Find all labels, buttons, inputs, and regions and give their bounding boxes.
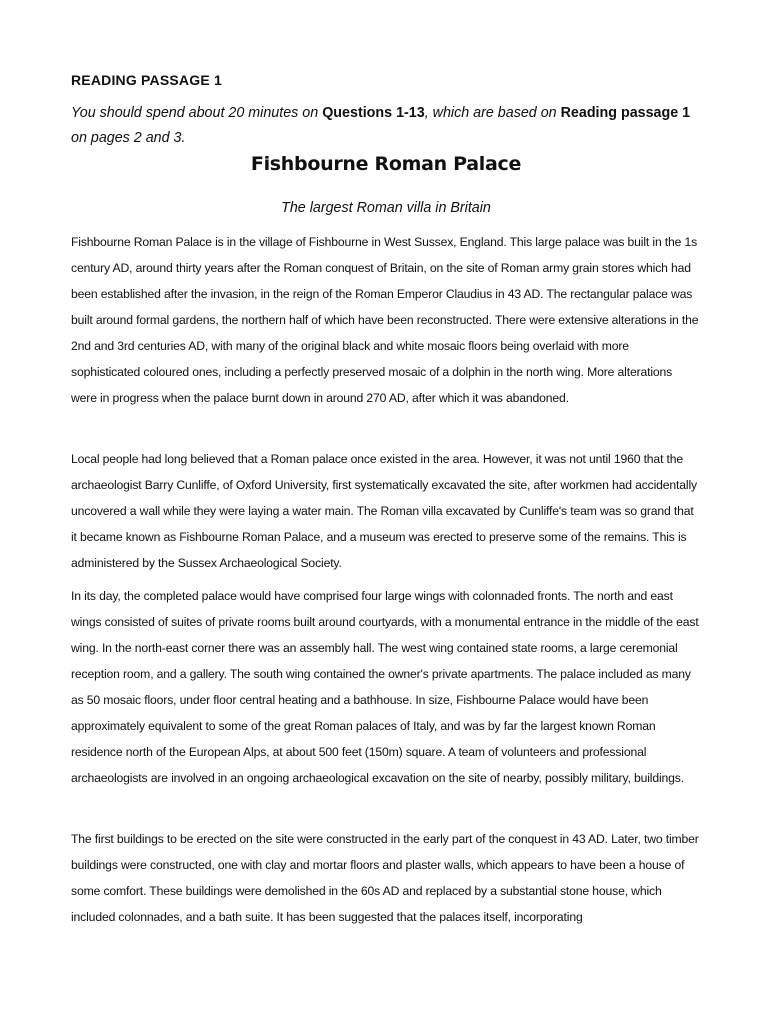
article-paragraph: The first buildings to be erected on the site were constructed in the early part of the conquest in 43 AD. Later, two timber buildings were constructed, one with clay and mortar floors and plaster walls, which appears to have been a house of some comfort. These buildings were demolished in the 60s AD and replaced by a substantial stone house, which included colonnades, and a bath suite. It has been suggested that the palaces itself, incorporating bbox=[71, 832, 699, 924]
article-subtitle: The largest Roman villa in Britain bbox=[281, 200, 491, 216]
instructions-questions: Questions 1-13 bbox=[322, 105, 425, 121]
article-paragraph: In its day, the completed palace would have comprised four large wings with colonnaded fronts. The north and east wings consisted of suites of private rooms built around courtyards, with a monumental entrance in the middle of the east wing. In the north-east corner there was an assembly hall. The west wing contained state rooms, a large ceremonial reception room, and a gallery. The south wing contained the owner's private apartments. The palace included as many as 50 mosaic floors, under floor central heating and a bathhouse. In size, Fishbourne Palace would have been approximately equivalent to some of the great Roman palaces of Italy, and was by far the largest known Roman residence north of the European Alps, at about 500 feet (150m) square. A team of volunteers and professional archaeologists are involved in an ongoing archaeological excavation on the site of nearby, possibly military, buildings. bbox=[71, 589, 699, 785]
instructions-passage-ref: Reading passage 1 bbox=[560, 105, 691, 121]
instructions-text-1: You should spend about 20 minutes on bbox=[71, 105, 323, 121]
instructions-text-2: , which are based on bbox=[424, 105, 561, 121]
article-paragraph: Fishbourne Roman Palace is in the village of Fishbourne in West Sussex, England. This large palace was built in the 1s century AD, around thirty years after the Roman conquest of Britain, on the site of Roman army grain stores which had been established after the invasion, in the reign of the Roman Emperor Claudius in 43 AD. The rectangular palace was built around formal gardens, the northern half of which have been reconstructed. There were extensive alterations in the 2nd and 3rd centuries AD, with many of the original black and white mosaic floors being overlaid with more sophisticated coloured ones, including a perfectly preserved mosaic of a dolphin in the north wing. More alterations were in progress when the palace burnt down in around 270 AD, after which it was abandoned. bbox=[71, 235, 699, 405]
instructions bbox=[71, 101, 701, 151]
section-label: READING PASSAGE 1 bbox=[71, 72, 222, 88]
article-paragraph: Local people had long believed that a Roman palace once existed in the area. However, it was not until 1960 that the archaeologist Barry Cunliffe, of Oxford University, first systematically excavated the site, after workmen had accidentally uncovered a wall while they were laying a water main. The Roman villa excavated by Cunliffe's team was so grand that it became known as Fishbourne Roman Palace, and a museum was erected to preserve some of the remains. This is administered by the Sussex Archaeological Society. bbox=[71, 452, 697, 570]
instructions-text-3: on pages 2 and 3. bbox=[71, 130, 186, 146]
article-title: Fishbourne Roman Palace bbox=[250, 153, 522, 175]
